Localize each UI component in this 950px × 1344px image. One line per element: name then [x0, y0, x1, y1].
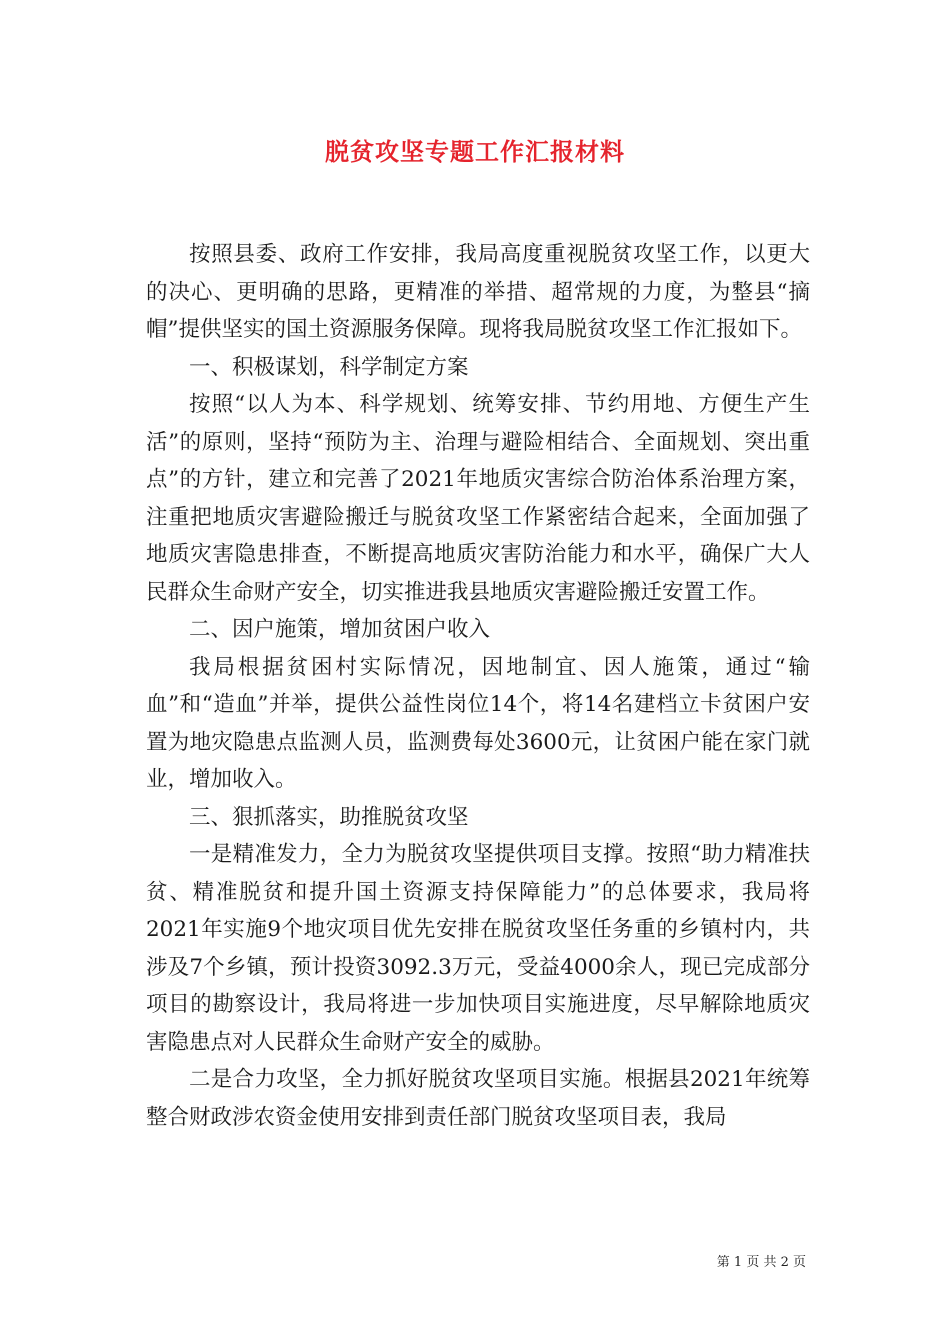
section-heading-3: 三、狠抓落实，助推脱贫攻坚 [189, 804, 469, 830]
document-body [146, 236, 810, 1136]
section-heading-1: 一、积极谋划，科学制定方案 [189, 354, 469, 380]
document-title: 脱贫攻坚专题工作汇报材料 [325, 137, 625, 166]
section-heading-2: 二、因户施策，增加贫困户收入 [189, 617, 491, 642]
section-1-paragraph: 按照“以人为本、科学规划、统筹安排、节约用地、方便生产生活”的原则，坚持“预防为主、治理与避险相结合、全面规划、突出重点”的方针，建立和完善了2021年地质灾害综合防治体系治理方案，注重把地质灾害避险搬迁与脱贫攻坚工作紧密结合起来，全面加强了地质灾害隐患排查，不断提高地质灾害防治能力和水平，确保广大人民群众生命财产安全，切实推进我县地质灾害避险搬迁安置工作。 [146, 392, 810, 605]
section-3-paragraph-2: 二是合力攻坚，全力抓好脱贫攻坚项目实施。根据县2021年统筹整合财政涉农资金使用安排到责任部门脱贫攻坚项目表，我局 [146, 1067, 810, 1130]
section-3-paragraph-1: 一是精准发力，全力为脱贫攻坚提供项目支撑。按照“助力精准扶贫、精准脱贫和提升国土资源支持保障能力”的总体要求，我局将2021年实施9个地灾项目优先安排在脱贫攻坚任务重的乡镇村内，共涉及7个乡镇，预计投资3092.3万元，受益4000余人，现已完成部分项目的勘察设计，我局将进一步加快项目实施进度，尽早解除地质灾害隐患点对人民群众生命财产安全的威胁。 [146, 842, 810, 1055]
section-2-paragraph: 我局根据贫困村实际情况，因地制宜、因人施策，通过“输血”和“造血”并举，提供公益性岗位14个，将14名建档立卡贫困户安置为地灾隐患点监测人员，监测费每处3600元，让贫困户能在家门就业，增加收入。 [146, 654, 810, 792]
intro-paragraph: 按照县委、政府工作安排，我局高度重视脱贫攻坚工作，以更大的决心、更明确的思路，更精准的举措、超常规的力度，为整县“摘帽”提供坚实的国土资源服务保障。现将我局脱贫攻坚工作汇报如下。 [146, 242, 810, 342]
page-number: 第 1 页 共 2 页 [716, 1255, 806, 1270]
